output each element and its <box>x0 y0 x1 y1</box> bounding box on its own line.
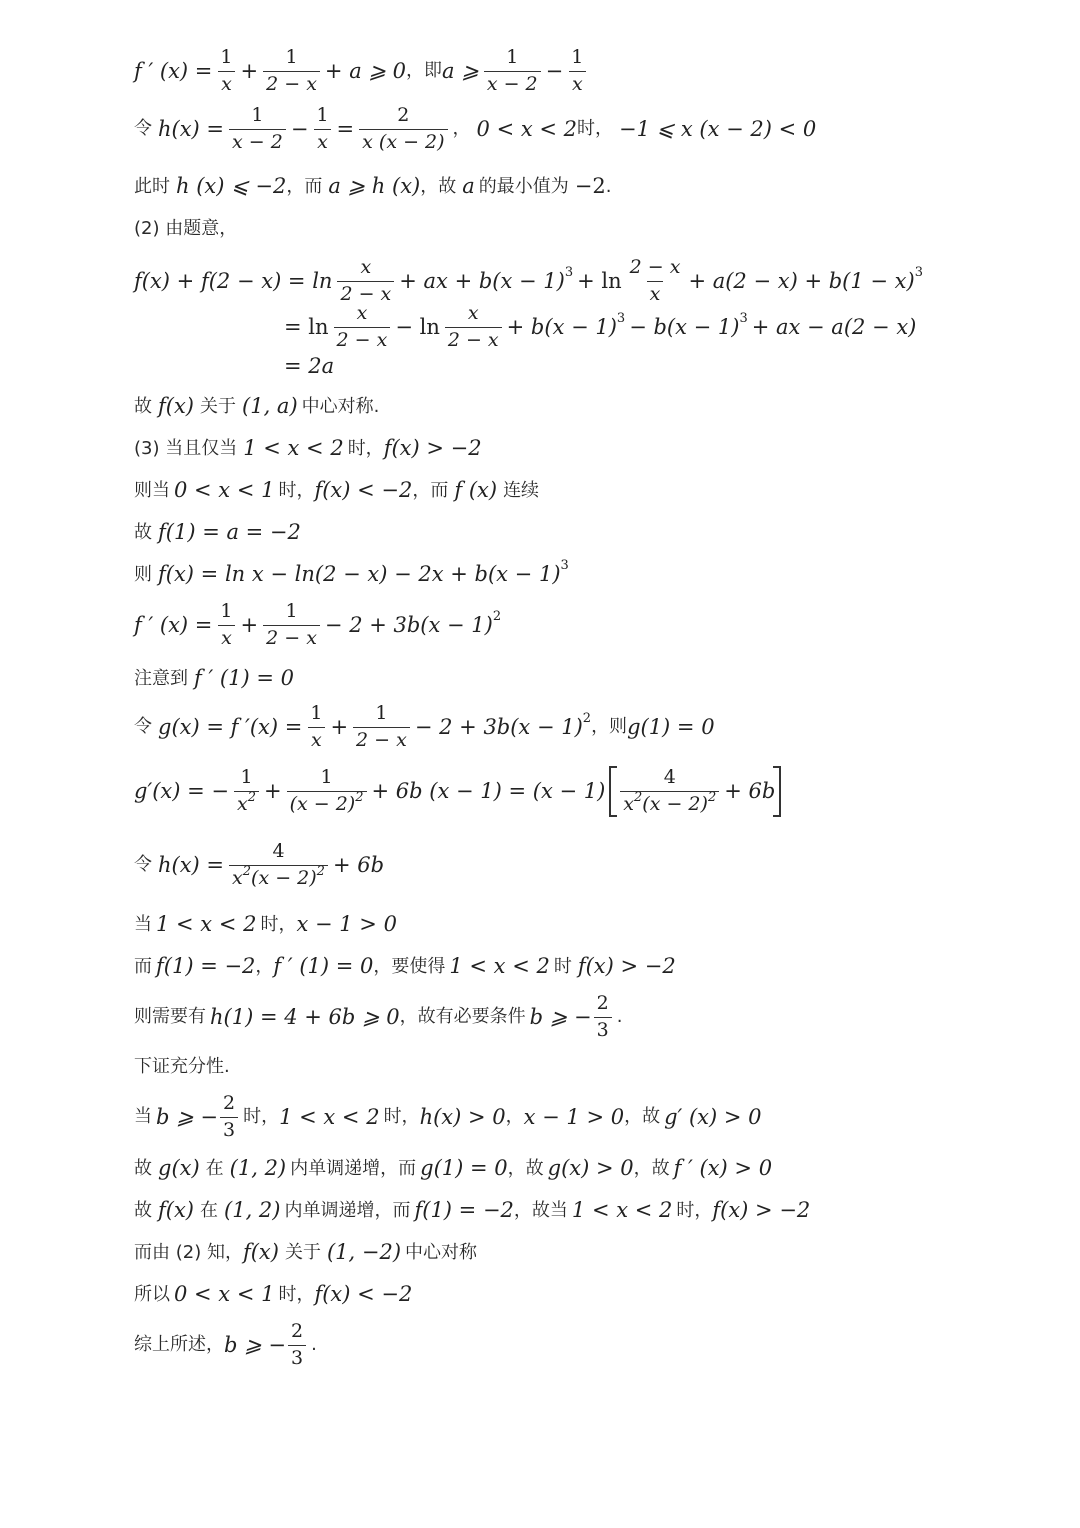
text: 则 <box>134 563 152 585</box>
text: ，故 <box>420 175 457 197</box>
text: 故 <box>134 1157 152 1179</box>
math-expr: f(x) < −2 <box>314 1282 413 1306</box>
numerator: 2 <box>291 1320 304 1342</box>
math-expr: + 6b <box>724 778 776 803</box>
fraction <box>288 1322 306 1369</box>
math-expr: + ln <box>577 268 622 293</box>
math-expr: 1 < x < 2 <box>243 436 344 460</box>
math-expr: f ′ (x) > 0 <box>673 1156 773 1180</box>
math-expr: − 2 + 3b(x − 1) <box>324 612 493 637</box>
denominator: x <box>308 727 325 751</box>
text: 当 <box>134 913 152 935</box>
fraction <box>263 602 320 649</box>
fraction <box>334 304 391 351</box>
line-f-definition <box>134 558 569 586</box>
numerator: 1 <box>316 104 329 126</box>
denominator: 2 − x <box>263 625 320 649</box>
text: 则当 <box>134 479 170 501</box>
denominator: x <box>218 71 235 95</box>
math-expr: + ax + b(x − 1) <box>399 268 565 293</box>
line-min-value <box>134 176 611 197</box>
math-expr: f ′ (x) = <box>134 58 213 83</box>
line-symmetry-eq2 <box>284 304 916 351</box>
math-expr: h(x) > 0 <box>419 1104 506 1129</box>
denominator: x (x − 2) <box>359 129 447 153</box>
denominator: 2 − x <box>445 327 502 351</box>
line-define-h2 <box>134 842 384 889</box>
fraction <box>287 768 367 815</box>
text: . <box>616 1006 623 1028</box>
text: 故 <box>134 395 152 417</box>
text: 连续 <box>503 479 540 501</box>
fraction <box>484 48 541 95</box>
denominator: x − 2 <box>484 71 541 95</box>
fraction <box>627 258 684 305</box>
fraction <box>359 106 447 153</box>
numerator: 1 <box>220 600 233 622</box>
text: (2) 由题意， <box>134 218 238 239</box>
text: 当 <box>134 1106 152 1128</box>
fraction <box>229 106 286 153</box>
denominator: x <box>314 129 331 153</box>
fraction <box>353 704 410 751</box>
text: (3) 当且仅当 <box>134 437 238 459</box>
text: 综上所述， <box>134 1334 224 1356</box>
base: x <box>232 866 243 889</box>
math-expr: − ln <box>395 314 440 339</box>
text: 时， <box>243 1106 280 1128</box>
text: ，故 <box>633 1157 670 1179</box>
math-expr: (1, 2) <box>229 1156 287 1180</box>
denominator: x <box>569 71 586 95</box>
fraction <box>229 842 328 889</box>
math-expr: −2 <box>574 174 606 198</box>
text: ，而 <box>412 479 449 501</box>
text: ，则 <box>591 716 628 738</box>
text: 时， <box>347 437 384 459</box>
text: 此时 <box>134 175 170 197</box>
numerator: 1 <box>571 46 584 68</box>
math-expr: (1, 2) <box>224 1198 281 1222</box>
math-expr: f(x) < −2 <box>314 478 413 502</box>
text: 时， <box>383 1106 420 1128</box>
denominator: 2 − x <box>263 71 320 95</box>
line-symmetry-eq1 <box>134 258 923 305</box>
denominator: 2 − x <box>337 281 394 305</box>
math-expr: f(x) <box>158 394 195 418</box>
fraction <box>620 768 719 815</box>
denominator <box>234 791 259 815</box>
math-expr: x − 1 > 0 <box>523 1104 625 1129</box>
text: 关于 <box>200 395 237 417</box>
exponent: 2 <box>707 789 717 805</box>
line-note-fprime1 <box>134 668 294 689</box>
math-expr: + <box>240 58 259 83</box>
numerator: 1 <box>285 46 298 68</box>
fraction <box>568 48 586 95</box>
text: ，要使得 <box>373 955 446 977</box>
text: . <box>311 1334 317 1356</box>
math-expr: h (x) ⩽ −2 <box>176 174 287 198</box>
fraction <box>217 48 235 95</box>
denominator <box>229 865 328 889</box>
text: 所以 <box>134 1283 170 1305</box>
line-continuity <box>134 480 539 501</box>
line-sufficiency-3 <box>134 1200 810 1221</box>
math-expr: f(x) > −2 <box>577 954 676 978</box>
math-expr: h(x) = <box>158 852 225 877</box>
math-expr: − <box>290 116 309 141</box>
math-expr: + <box>263 778 282 803</box>
math-expr: f(x) <box>242 1240 279 1264</box>
text: ，故 <box>624 1106 661 1128</box>
text: 时， <box>278 479 315 501</box>
text: 则需要有 <box>134 1006 206 1028</box>
numerator: 1 <box>310 702 323 724</box>
base: (x − 2) <box>251 866 317 889</box>
line-requirement <box>134 956 676 977</box>
math-expr: + a ⩾ 0 <box>324 58 407 83</box>
math-expr: f ′ (1) = 0 <box>194 666 294 690</box>
math-expr: + 6b <box>332 852 385 877</box>
text: . <box>605 175 612 197</box>
numerator: 2 <box>397 104 410 126</box>
text: 在 <box>205 1157 224 1179</box>
base: x <box>623 792 635 815</box>
math-expr: f ′ (1) = 0 <box>273 954 374 978</box>
exponent: 2 <box>316 863 325 879</box>
math-expr: b ⩾ − <box>224 1332 286 1357</box>
math-expr: f(1) = −2 <box>414 1198 514 1222</box>
denominator: x <box>218 625 235 649</box>
text: ，故 <box>507 1157 544 1179</box>
math-expr: 1 < x < 2 <box>449 954 550 978</box>
math-expr: 0 < x < 1 <box>174 1282 275 1306</box>
text: 在 <box>200 1199 219 1221</box>
denominator: 2 − x <box>334 327 391 351</box>
base: (x − 2) <box>289 792 356 815</box>
text: 关于 <box>284 1241 321 1263</box>
exponent: 3 <box>739 310 748 326</box>
line-interval-sign <box>134 914 397 935</box>
text: 令 <box>134 118 152 140</box>
exponent: 3 <box>914 264 923 280</box>
math-expr: − b(x − 1) <box>629 314 740 339</box>
fraction <box>263 48 320 95</box>
numerator: 2 − x <box>629 256 681 278</box>
text: 而由 (2) 知， <box>134 1241 243 1263</box>
text: 中心对称 <box>405 1241 478 1263</box>
base: (x − 2) <box>642 792 708 815</box>
text: ， <box>255 955 274 977</box>
math-expr: + <box>240 612 259 637</box>
math-expr: b ⩾ − <box>529 1004 592 1029</box>
exponent: 2 <box>247 789 256 805</box>
text: 下证充分性. <box>134 1056 230 1077</box>
line-define-g <box>134 704 715 751</box>
line-define-h <box>134 106 816 153</box>
math-expr: b ⩾ − <box>156 1104 218 1129</box>
math-expr: = <box>336 116 355 141</box>
text: 而 <box>134 955 152 977</box>
math-expr: g′(x) = − <box>134 778 229 803</box>
text: 时， <box>577 118 614 140</box>
math-expr: − 2 + 3b(x − 1) <box>414 714 583 739</box>
line-part3-heading <box>134 438 482 459</box>
denominator: x <box>647 281 664 305</box>
math-expr: g(x) <box>158 1156 200 1180</box>
text: 时， <box>260 913 297 935</box>
math-expr: x − 1 > 0 <box>296 912 397 936</box>
denominator: 3 <box>220 1117 238 1141</box>
math-expr: 0 < x < 2 <box>476 116 578 141</box>
text: 令 <box>134 716 152 738</box>
math-expr: g(x) = f ′(x) = <box>158 714 303 739</box>
line-g-derivative <box>134 766 785 817</box>
exponent: 2 <box>582 710 592 726</box>
math-expr: g(1) = 0 <box>627 714 715 739</box>
numerator: x <box>360 256 372 278</box>
exponent: 2 <box>355 789 364 805</box>
math-expr: + ax − a(2 − x) <box>751 314 917 339</box>
numerator: 1 <box>375 702 388 724</box>
math-expr: = 2a <box>284 354 335 378</box>
fraction <box>220 1094 238 1141</box>
text: ，而 <box>286 175 323 197</box>
math-expr: g′ (x) > 0 <box>664 1104 762 1129</box>
text: 时， <box>278 1283 315 1305</box>
math-expr: a ⩾ <box>442 58 479 83</box>
math-expr: h(x) = <box>158 116 225 141</box>
numerator: 4 <box>663 766 676 788</box>
math-expr: −1 ⩽ x (x − 2) < 0 <box>619 116 817 141</box>
line-symmetry-conclusion <box>134 396 379 417</box>
text: 的最小值为 <box>478 175 569 197</box>
text: 故 <box>134 521 152 543</box>
bracket-group <box>609 766 781 817</box>
base: x <box>236 792 248 815</box>
numerator: 2 <box>223 1092 236 1114</box>
line-conclusion <box>134 1322 317 1369</box>
text: ，即 <box>406 60 443 82</box>
math-expr: + 6b (x − 1) = (x − 1) <box>371 778 606 803</box>
fraction <box>307 704 325 751</box>
denominator: x − 2 <box>229 129 286 153</box>
text: ，故当 <box>513 1199 568 1221</box>
line-necessary-condition <box>134 994 622 1041</box>
math-expr: (1, −2) <box>326 1240 402 1264</box>
line-sufficiency-1 <box>134 1094 762 1141</box>
numerator: 4 <box>272 840 285 862</box>
text: 时， <box>676 1199 713 1221</box>
math-expr: f(1) = −2 <box>156 954 256 978</box>
fraction <box>234 768 259 815</box>
text: 注意到 <box>134 667 188 689</box>
line-part2-heading <box>134 220 237 238</box>
line-symmetry-eq3 <box>284 356 334 377</box>
text: 内单调递增，而 <box>284 1199 411 1221</box>
math-expr: + a(2 − x) + b(1 − x) <box>688 268 915 293</box>
numerator: 1 <box>285 600 298 622</box>
text: ， <box>505 1106 524 1128</box>
math-expr: f(x) <box>158 1198 195 1222</box>
line-f1-value <box>134 522 301 543</box>
line-sufficiency-heading <box>134 1058 230 1076</box>
math-expr: − <box>545 58 564 83</box>
text: 时 <box>553 955 572 977</box>
math-expr: (1, a) <box>242 394 298 418</box>
denominator <box>287 791 367 815</box>
bracket-cap <box>773 766 781 768</box>
line-sufficiency-5 <box>134 1284 412 1305</box>
math-expr: + <box>330 714 349 739</box>
math-expr: 1 < x < 2 <box>156 912 257 936</box>
fraction <box>313 106 331 153</box>
line-f-derivative <box>134 602 501 649</box>
math-expr: f(x) = ln x − ln(2 − x) − 2x + b(x − 1) <box>158 562 561 586</box>
exponent: 2 <box>634 789 643 805</box>
numerator: 1 <box>320 766 333 788</box>
math-expr: 0 < x < 1 <box>174 478 275 502</box>
text: 内单调递增，而 <box>290 1157 417 1179</box>
math-expr: a ⩾ h (x) <box>328 174 421 198</box>
exponent: 3 <box>616 310 626 326</box>
numerator: 2 <box>596 992 609 1014</box>
math-expr: g(1) = 0 <box>420 1156 508 1180</box>
denominator: 3 <box>594 1017 612 1041</box>
math-expr: f(x) > −2 <box>383 436 482 460</box>
line-sufficiency-4 <box>134 1242 477 1263</box>
math-expr: f ′ (x) = <box>134 612 213 637</box>
line-derivative-f <box>134 48 591 95</box>
exponent: 2 <box>492 608 502 624</box>
fraction <box>594 994 612 1041</box>
line-sufficiency-2 <box>134 1158 772 1179</box>
text: 中心对称. <box>301 395 380 417</box>
denominator: 3 <box>288 1345 306 1369</box>
math-expr: f (x) <box>454 478 498 502</box>
exponent: 3 <box>560 558 569 573</box>
denominator: 2 − x <box>353 727 410 751</box>
fraction <box>445 304 502 351</box>
exponent: 3 <box>564 264 574 280</box>
text: ，故有必要条件 <box>399 1006 526 1028</box>
math-expr: = ln <box>284 314 329 339</box>
math-expr: f(x) + f(2 − x) = ln <box>134 268 333 293</box>
numerator: x <box>356 302 368 324</box>
exponent: 2 <box>242 863 252 879</box>
math-expr: 1 < x < 2 <box>279 1104 380 1129</box>
math-expr: f(1) = a = −2 <box>158 520 301 544</box>
math-expr: + b(x − 1) <box>506 314 617 339</box>
bracket-cap <box>773 815 781 817</box>
numerator: 1 <box>506 46 519 68</box>
text: ， <box>452 118 471 140</box>
numerator: 1 <box>251 104 264 126</box>
numerator: x <box>467 302 479 324</box>
text: 令 <box>134 854 152 876</box>
numerator: 1 <box>240 766 253 788</box>
text: 故 <box>134 1199 152 1221</box>
fraction <box>217 602 235 649</box>
math-expr: a <box>462 174 475 198</box>
math-expr: h(1) = 4 + 6b ⩾ 0 <box>210 1004 400 1029</box>
fraction <box>337 258 394 305</box>
numerator: 1 <box>220 46 233 68</box>
math-expr: f(x) > −2 <box>712 1198 811 1222</box>
math-expr: 1 < x < 2 <box>571 1198 673 1222</box>
denominator <box>620 791 719 815</box>
math-expr: g(x) > 0 <box>547 1156 634 1180</box>
